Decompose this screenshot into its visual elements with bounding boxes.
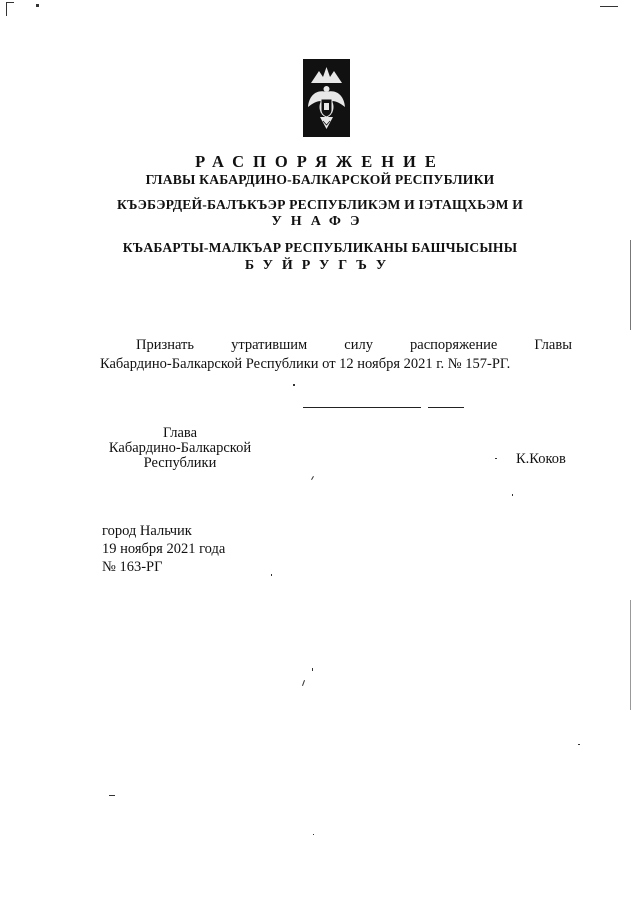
signatory-title-line: Глава	[162, 425, 198, 441]
document-details	[102, 522, 225, 576]
issuer-line-russian: ГЛАВЫ КАБАРДИНО-БАЛКАРСКОЙ РЕСПУБЛИКИ	[145, 172, 495, 187]
coat-of-arms-icon	[303, 59, 350, 137]
issuer-line-kabardian: КЪЭБЭРДЕЙ-БАЛЪКЪЭР РЕСПУБЛИКЭМ И IЭТАЩХЬЭМ И	[116, 197, 523, 212]
signatory-title-line: Кабардино-Балкарской	[108, 440, 252, 456]
document-type-title: РАСПОРЯЖЕНИЕ	[195, 152, 445, 171]
date: 19 ноября 2021 года	[102, 541, 226, 557]
scan-dot	[271, 574, 272, 576]
scan-dot	[293, 384, 295, 386]
signatory-name: К.Коков	[516, 451, 566, 467]
scan-dot	[36, 4, 39, 7]
separator-line	[428, 407, 464, 408]
scan-corner-mark	[6, 2, 14, 3]
scan-dot	[302, 680, 305, 686]
body-word: утратившим	[231, 337, 308, 353]
scan-corner-mark	[6, 2, 7, 16]
scan-dot	[512, 494, 513, 496]
city: город Нальчик	[102, 523, 192, 539]
signatory-title	[100, 426, 260, 471]
scan-edge-line	[630, 600, 631, 710]
scan-dot	[312, 668, 313, 671]
body-paragraph-line-1	[136, 337, 572, 354]
scan-dash	[600, 6, 618, 7]
body-paragraph-line-2: Кабардино-Балкарской Республики от 12 ноября 2021 г. № 157-РГ.	[100, 356, 511, 372]
scan-dot	[578, 744, 580, 745]
body-word: силу	[344, 337, 373, 353]
issuer-line-balkar: КЪАБАРТЫ-МАЛКЪАР РЕСПУБЛИКАНЫ БАШЧЫСЫНЫ	[122, 240, 518, 255]
scan-dot	[495, 458, 497, 459]
body-word: распоряжение	[410, 337, 498, 353]
document-type-balkar: БУЙРУГЪУ	[244, 258, 396, 273]
separator-line	[303, 407, 421, 408]
scan-dot	[311, 476, 314, 480]
body-word: Главы	[534, 337, 572, 353]
scan-dot	[109, 795, 115, 796]
body-word: Признать	[136, 337, 194, 353]
scan-dot	[313, 834, 314, 835]
document-number: № 163-РГ	[102, 559, 163, 575]
signatory-title-line: Республики	[143, 455, 217, 471]
document-type-kabardian: УНАФЭ	[271, 214, 369, 229]
